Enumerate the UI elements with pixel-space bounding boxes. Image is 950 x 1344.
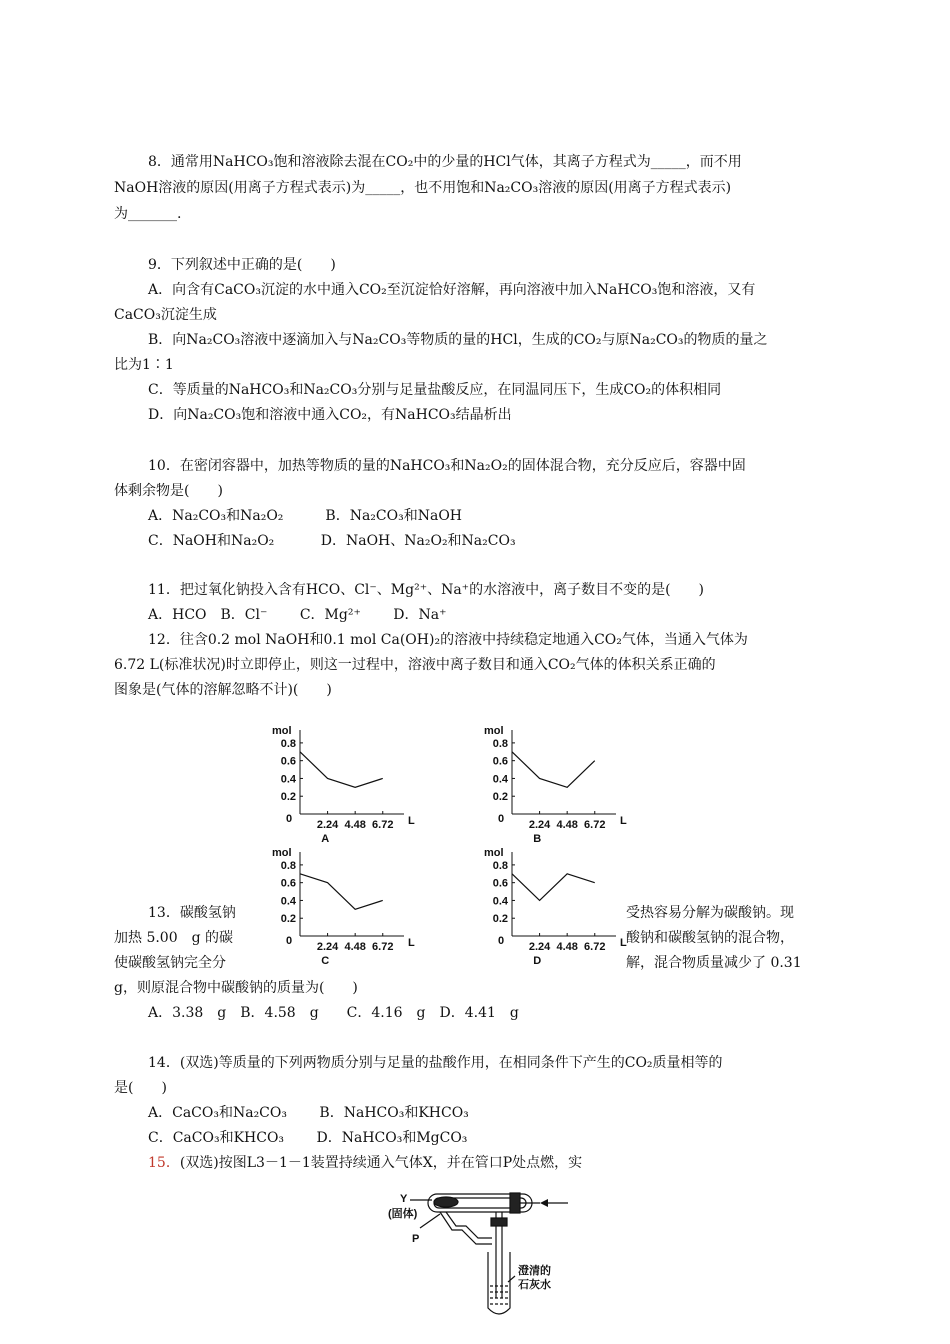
graph-d bbox=[474, 847, 627, 968]
q11-stem: 11．把过氧化钠投入含有HCO、Cl⁻、Mg²⁺、Na⁺的水溶液中，离子数目不变的是( ) bbox=[148, 582, 704, 598]
x-tick-label: 6.72 bbox=[372, 941, 394, 953]
q10-options-ab: A．Na₂CO₃和Na₂O₂ B．Na₂CO₃和NaOH bbox=[148, 508, 463, 524]
q9-option-c: C．等质量的NaHCO₃和Na₂CO₃分别与足量盐酸反应，在同温同压下，生成CO₂的体积相同 bbox=[148, 382, 722, 398]
q13-line1-left: 13．碳酸氢钠 bbox=[148, 905, 236, 921]
q14-line2: 是( ) bbox=[114, 1080, 167, 1096]
x-tick-label: 4.48 bbox=[556, 819, 578, 831]
x-tick-label: 6.72 bbox=[584, 819, 606, 831]
x-tick-label: 4.48 bbox=[344, 819, 366, 831]
y-tick-label: 0.8 bbox=[492, 859, 508, 872]
x-tick-label: 2.24 bbox=[528, 819, 551, 831]
q15-number: 15． bbox=[148, 1155, 180, 1171]
graph-a bbox=[262, 725, 415, 846]
q14-options-ab: A．CaCO₃和Na₂CO₃ B．NaHCO₃和KHCO₃ bbox=[148, 1105, 469, 1121]
question-15 bbox=[148, 1153, 582, 1173]
x-axis-label: L bbox=[408, 815, 415, 827]
apparatus-diagram bbox=[380, 1190, 580, 1320]
y-tick-label: 0.4 bbox=[492, 773, 508, 786]
x-tick-label: 4.48 bbox=[556, 941, 578, 953]
series-line bbox=[512, 752, 595, 788]
q10-line2: 体剩余物是( ) bbox=[114, 483, 223, 499]
q12-line1: 12．往含0.2 mol NaOH和0.1 mol Ca(OH)₂的溶液中持续稳定地通入CO₂气体，当通入气体为 bbox=[148, 632, 748, 648]
q9-option-b: B．向Na₂CO₃溶液中逐滴加入与Na₂CO₃等物质的量的HCl，生成的CO₂与原Na₂CO₃的物质的量之 bbox=[148, 332, 768, 348]
graph-caption: A bbox=[321, 833, 330, 845]
q9-option-a-cont: CaCO₃沉淀生成 bbox=[114, 307, 217, 323]
q15-text: (双选)按图L3－1－1装置持续通入气体X，并在管口P处点燃，实 bbox=[179, 1155, 583, 1171]
graph-svg bbox=[262, 725, 415, 846]
q11-options: A．HCO B．Cl⁻ C．Mg²⁺ D．Na⁺ bbox=[148, 607, 447, 623]
y-tick-label: 0.8 bbox=[280, 859, 296, 872]
q13-line3-left: 使碳酸氢钠完全分 bbox=[114, 955, 226, 971]
x-tick-label: 4.48 bbox=[344, 941, 366, 953]
q13-line1-right: 受热容易分解为碳酸钠。现 bbox=[626, 905, 794, 921]
y-axis-label: mol bbox=[272, 847, 292, 859]
x-axis-label: L bbox=[620, 937, 627, 949]
q13-line4: g，则原混合物中碳酸钠的质量为( ) bbox=[114, 980, 358, 996]
graph-caption: B bbox=[533, 833, 542, 845]
y-tick-label: 0.6 bbox=[492, 877, 508, 890]
q8-line2: NaOH溶液的原因(用离子方程式表示)为_____，也不用饱和Na₂CO₃溶液的原因(用离子方程式表示) bbox=[114, 180, 732, 196]
graph-svg bbox=[474, 725, 627, 846]
y-tick-label: 0.2 bbox=[492, 913, 508, 926]
y-axis-label: mol bbox=[484, 847, 504, 859]
q9-stem: 9．下列叙述中正确的是( ) bbox=[148, 257, 336, 273]
series-line bbox=[300, 752, 383, 788]
graph-svg bbox=[262, 847, 415, 968]
q12-line2: 6.72 L(标准状况)时立即停止，则这一过程中，溶液中离子数目和通入CO₂气体的体积关系正确的 bbox=[114, 657, 716, 673]
y-tick-label: 0.6 bbox=[280, 877, 296, 890]
graph-svg bbox=[474, 847, 627, 968]
q13-line2-left: 加热 5.00 g 的碳 bbox=[114, 930, 234, 946]
y-tick-label: 0.2 bbox=[280, 791, 296, 804]
x-axis-label: L bbox=[620, 815, 627, 827]
y-tick-label: 0.4 bbox=[280, 895, 296, 908]
x-tick-label: 6.72 bbox=[584, 941, 606, 953]
y-tick-label: 0.4 bbox=[492, 895, 508, 908]
q13-options: A．3.38 g B．4.58 g C．4.16 g D．4.41 g bbox=[148, 1005, 519, 1021]
q12-line3: 图象是(气体的溶解忽略不计)( ) bbox=[114, 682, 332, 698]
x-axis-label: L bbox=[408, 937, 415, 949]
y-tick-label: 0.4 bbox=[280, 773, 296, 786]
graph-caption: D bbox=[533, 955, 542, 967]
solid-label: (固体) bbox=[388, 1208, 418, 1220]
q10-line1: 10．在密闭容器中，加热等物质的量的NaHCO₃和Na₂O₂的固体混合物，充分反应后，容器中固 bbox=[148, 458, 746, 474]
origin-label: 0 bbox=[498, 935, 505, 947]
y-axis-label: mol bbox=[484, 725, 504, 737]
q13-line3-right: 解，混合物质量减少了 0.31 bbox=[626, 955, 802, 971]
q9-option-d: D．向Na₂CO₃饱和溶液中通入CO₂，有NaHCO₃结晶析出 bbox=[148, 407, 512, 423]
q13-line2-right: 酸钠和碳酸氢钠的混合物， bbox=[626, 930, 794, 946]
series-line bbox=[512, 874, 595, 901]
graph-c bbox=[262, 847, 415, 968]
series-line bbox=[300, 874, 383, 910]
q9-option-a: A．向含有CaCO₃沉淀的水中通入CO₂至沉淀恰好溶解，再向溶液中加入NaHCO₃饱和溶液，又有 bbox=[148, 282, 756, 298]
origin-label: 0 bbox=[286, 813, 293, 825]
y-tick-label: 0.6 bbox=[280, 755, 296, 768]
origin-label: 0 bbox=[286, 935, 293, 947]
graph-b bbox=[474, 725, 627, 846]
p-label: P bbox=[412, 1233, 420, 1245]
y-tick-label: 0.2 bbox=[280, 913, 296, 926]
x-tick-label: 2.24 bbox=[316, 941, 339, 953]
y-tick-label: 0.6 bbox=[492, 755, 508, 768]
q10-options-cd: C．NaOH和Na₂O₂ D．NaOH、Na₂O₂和Na₂CO₃ bbox=[148, 533, 516, 549]
x-tick-label: 2.24 bbox=[528, 941, 551, 953]
q9-option-b-cont: 比为1∶1 bbox=[114, 357, 174, 373]
limewater-label-2: 石灰水 bbox=[518, 1279, 551, 1291]
origin-label: 0 bbox=[498, 813, 505, 825]
q14-line1: 14．(双选)等质量的下列两物质分别与足量的盐酸作用，在相同条件下产生的CO₂质量相等的 bbox=[148, 1055, 723, 1071]
y-tick-label: 0.8 bbox=[280, 737, 296, 750]
y-axis-label: mol bbox=[272, 725, 292, 737]
limewater-label-1: 澄清的 bbox=[518, 1265, 551, 1277]
x-tick-label: 6.72 bbox=[372, 819, 394, 831]
y-tick-label: 0.8 bbox=[492, 737, 508, 750]
q8-line3: 为_______. bbox=[114, 206, 182, 222]
graph-caption: C bbox=[321, 955, 330, 967]
q8-line1: 8．通常用NaHCO₃饱和溶液除去混在CO₂中的少量的HCl气体，其离子方程式为_____，而不用 bbox=[148, 154, 742, 170]
y-label: Y bbox=[400, 1193, 408, 1205]
q14-options-cd: C．CaCO₃和KHCO₃ D．NaHCO₃和MgCO₃ bbox=[148, 1130, 468, 1146]
x-tick-label: 2.24 bbox=[316, 819, 339, 831]
y-tick-label: 0.2 bbox=[492, 791, 508, 804]
